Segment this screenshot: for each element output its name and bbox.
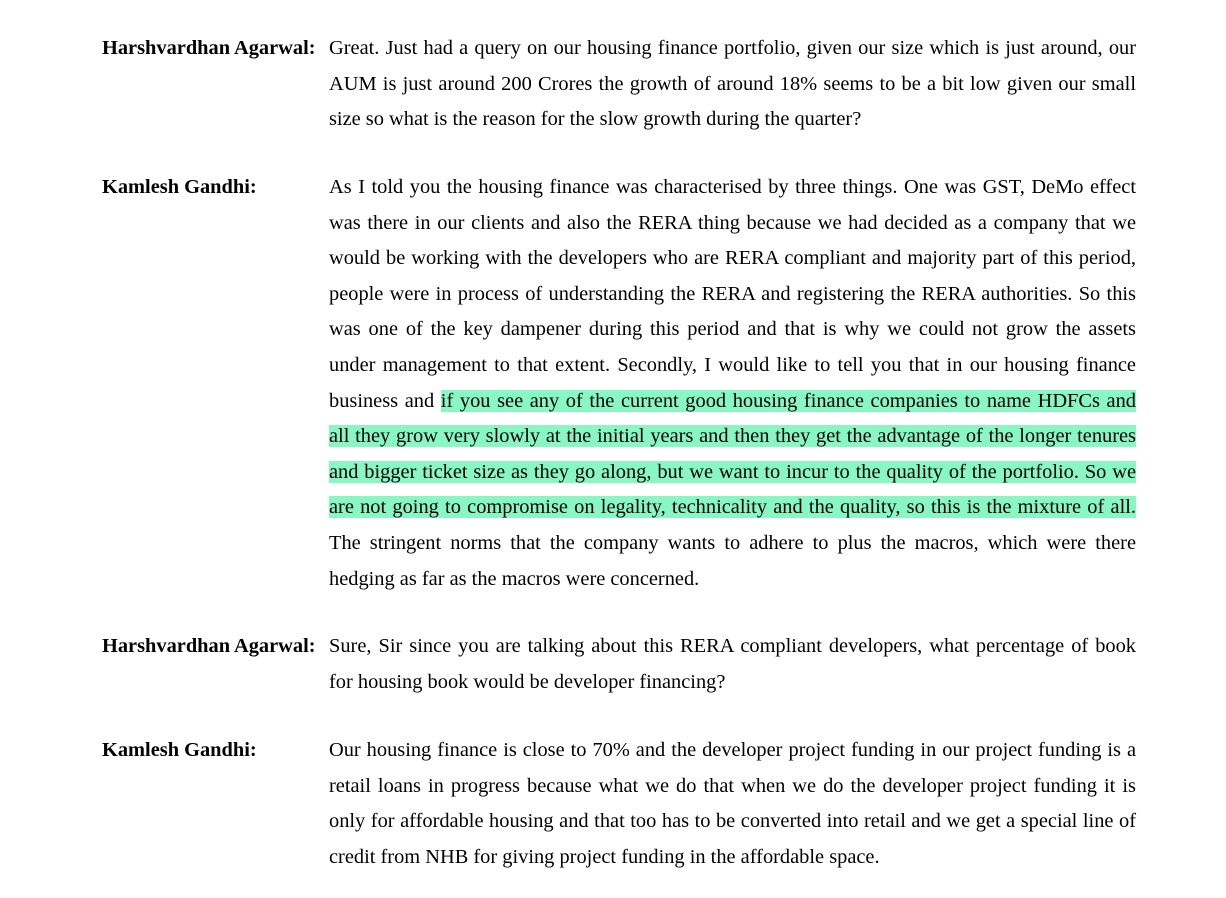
speech-text: Great. Just had a query on our housing finance portfolio, given our size which is just around, our AUM is just around 200 Crores the growth of around 18% seems to be a bit low given our small size so what is the reason for the slow growth during the quarter? [329, 37, 1136, 131]
speech-text-after: The stringent norms that the company wants to adhere to plus the macros, which were there hedging as far as the macros were concerned. [329, 531, 1136, 590]
speaker-name: Harshvardhan Agarwal: [102, 635, 316, 657]
speech-text: Our housing finance is close to 70% and the developer project funding in our project funding is a retail loans in progress because what we do that when we do the developer project funding it is only for affordable housing and that too has to be converted into retail and we get a special line of credit from NHB for giving project funding in the affordable space. [329, 739, 1136, 868]
speaker-name: Kamlesh Gandhi: [102, 176, 257, 198]
speech-text [329, 170, 1136, 597]
speaker-name: Harshvardhan Agarwal: [102, 37, 316, 59]
highlighted-text: if you see any of the current good housing finance companies to name HDFCs and all they grow very slowly at the initial years and then they get the advantage of the longer tenures and bigger ticket size as they go along, but we want to incur to the quality of the portfolio. So we are not going to compromise on legality, technicality and the quality, so this is the mixture of all. [329, 389, 1136, 519]
speaker-name: Kamlesh Gandhi: [102, 739, 257, 761]
speech-text-before: As I told you the housing finance was characterised by three things. One was GST, DeMo effect was there in our clients and also the RERA thing because we had decided as a company that we would be working with the developers who are RERA compliant and majority part of this period, people were in process of understanding the RERA and registering the RERA authorities. So this was one of the key dampener during this period and that is why we could not grow the assets under management to that extent. Secondly, I would like to tell you that in our housing finance business and [329, 176, 1136, 412]
speech-text: Sure, Sir since you are talking about this RERA compliant developers, what percentage of book for housing book would be developer financing? [329, 635, 1136, 693]
